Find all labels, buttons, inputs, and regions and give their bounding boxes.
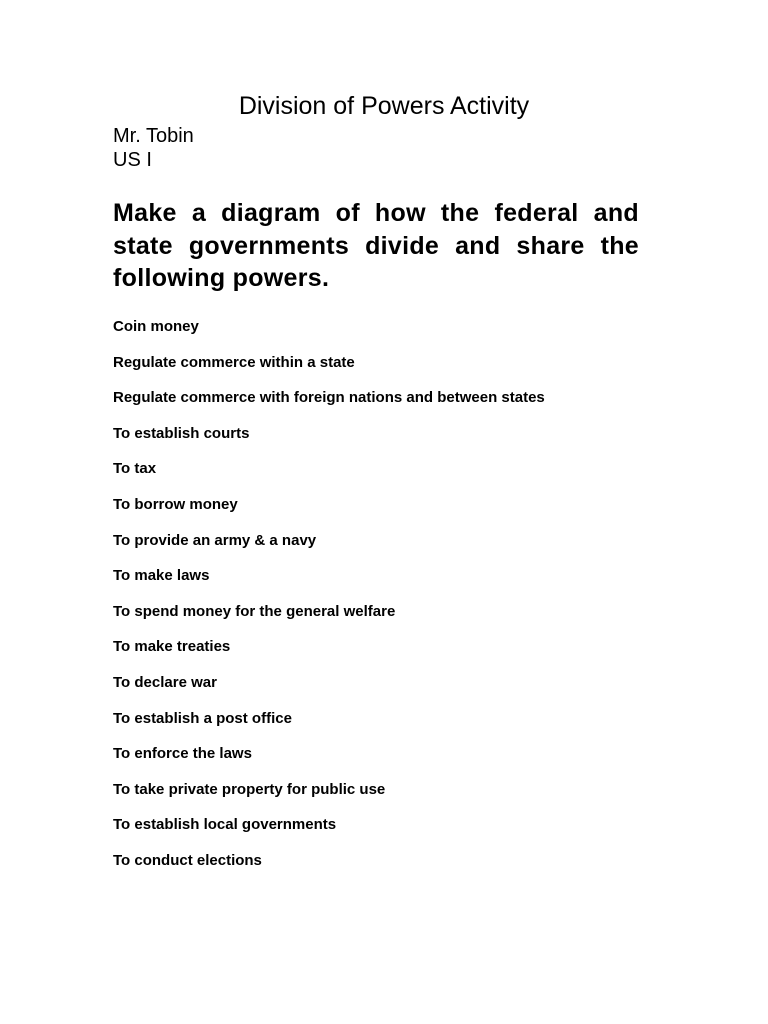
power-item: To declare war — [113, 673, 217, 691]
power-item: Coin money — [113, 318, 199, 335]
power-item: To make treaties — [113, 638, 231, 656]
instructions-text: Make a diagram of how the federal and state governments divide and share the following powers. — [113, 199, 639, 292]
power-item: To take private property for public use — [113, 780, 386, 798]
power-item: To conduct elections — [113, 851, 262, 869]
power-item: To establish courts — [113, 424, 250, 442]
power-item: To spend money for the general welfare — [113, 602, 396, 620]
power-item: To enforce the laws — [113, 745, 252, 763]
power-item: Regulate commerce within a state — [113, 353, 355, 371]
power-item: To establish a post office — [113, 709, 292, 727]
power-item: To borrow money — [113, 495, 238, 513]
power-item: To establish local governments — [113, 816, 337, 834]
power-item: Regulate commerce with foreign nations and between states — [113, 389, 545, 407]
power-item: To provide an army & a navy — [113, 531, 317, 549]
course-name: US I — [113, 149, 152, 171]
teacher-name: Mr. Tobin — [113, 125, 194, 147]
document-title: Division of Powers Activity — [238, 92, 530, 120]
powers-list — [113, 317, 545, 887]
power-item: To make laws — [113, 567, 210, 585]
power-item: To tax — [113, 460, 157, 478]
